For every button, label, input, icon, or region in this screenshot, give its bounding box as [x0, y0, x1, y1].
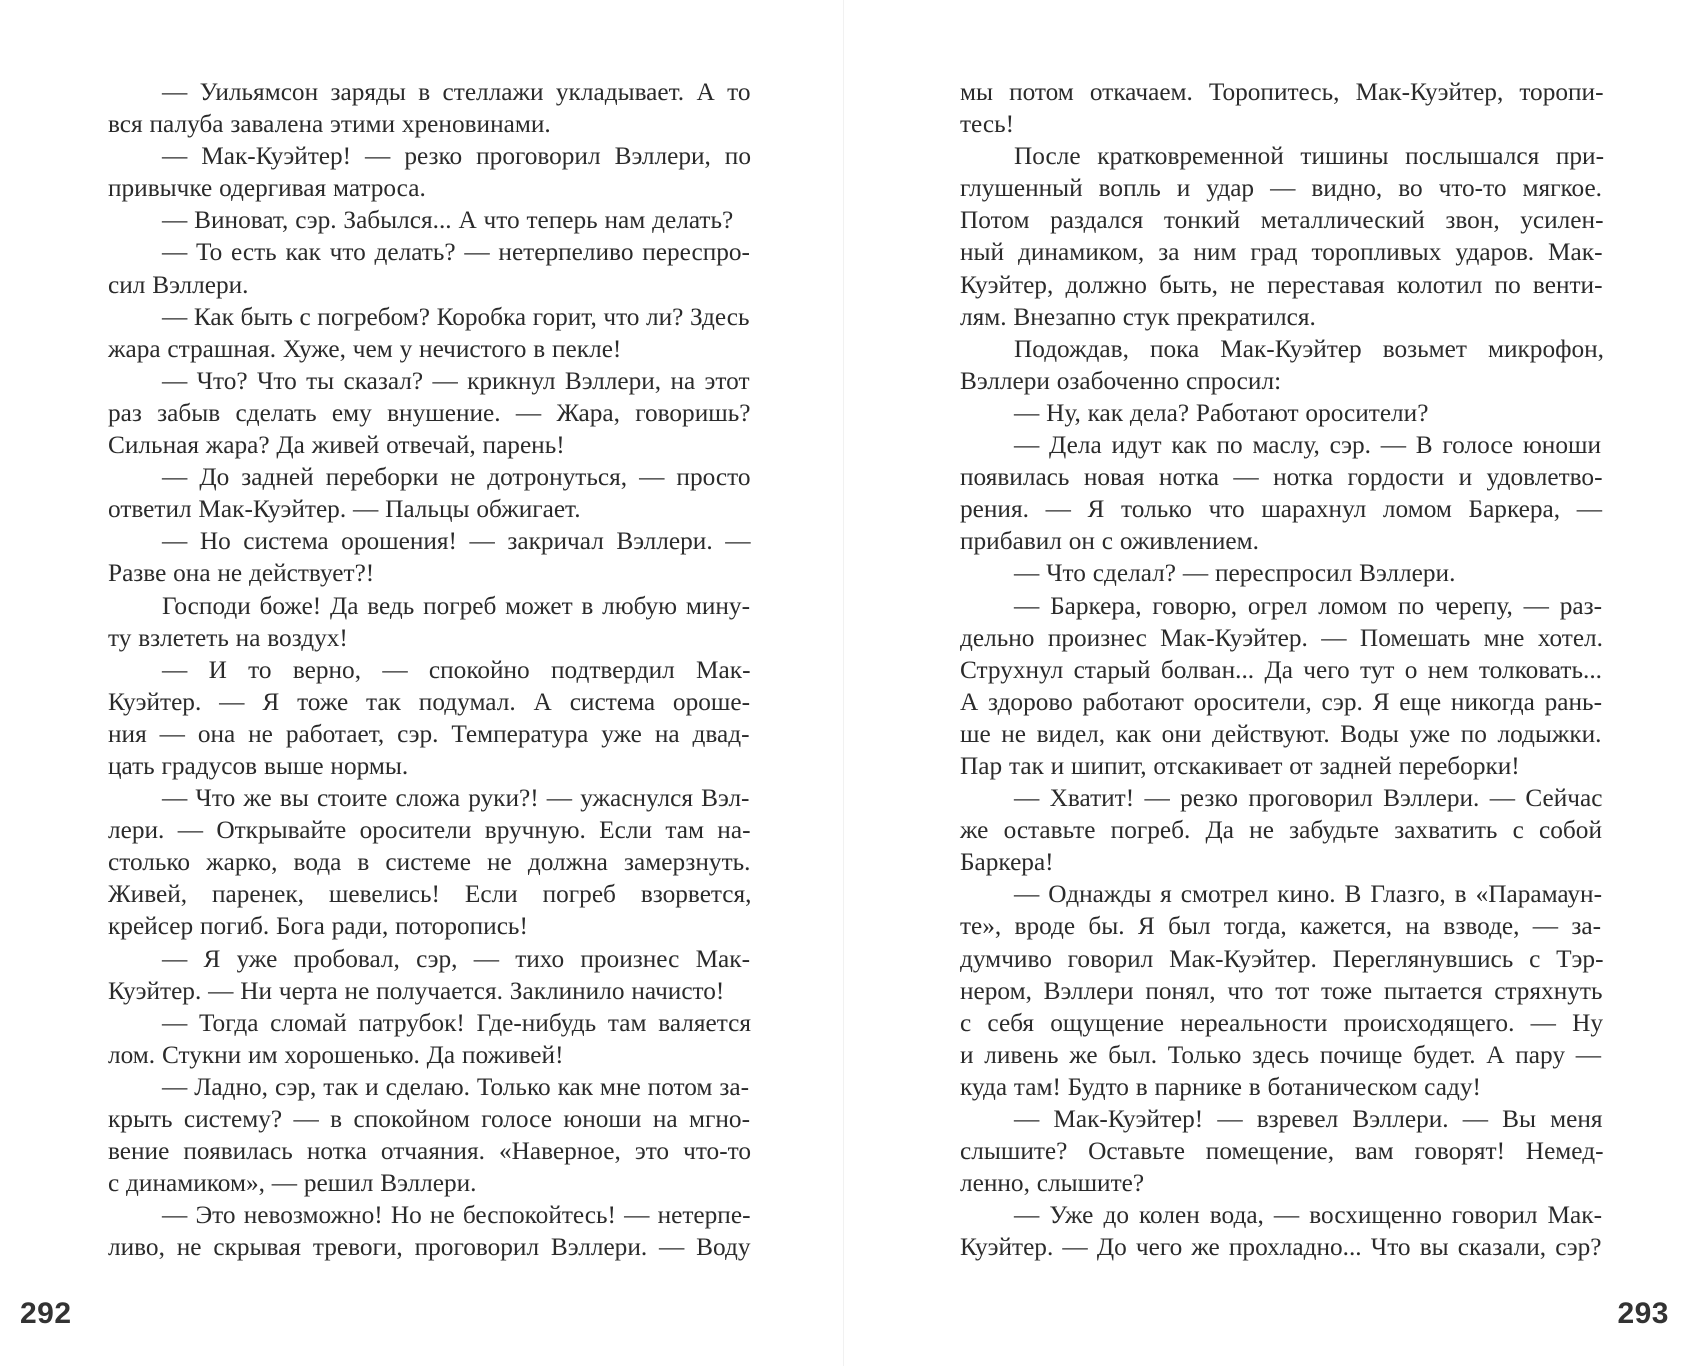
- text-line: крейсер погиб. Бога ради, поторопись!: [108, 912, 528, 941]
- text-line: же оставьте погреб. Да не забудьте захватить с собой: [960, 816, 1602, 845]
- text-line: думчиво говорил Мак-Куэйтер. Переглянувшись с Тэр-: [960, 944, 1604, 973]
- text-line: — И то верно, — спокойно подтвердил Мак-: [162, 655, 751, 684]
- text-line: с динамиком», — решил Вэллери.: [108, 1169, 477, 1198]
- text-line: — Тогда сломай патрубок! Где-нибудь там валяется: [162, 1008, 751, 1037]
- text-line: столько жарко, вода в системе не должна замерзнуть.: [108, 848, 751, 877]
- text-line: куда там! Будто в парнике в ботаническом саду!: [960, 1072, 1481, 1101]
- text-line: Пар так и шипит, отскакивает от задней переборки!: [960, 751, 1520, 780]
- text-line: ливо, не скрывая тревоги, проговорил Вэллери. — Воду: [108, 1233, 751, 1262]
- text-line: — Мак-Куэйтер! — взревел Вэллери. — Вы меня: [1014, 1105, 1603, 1133]
- left-page: [0, 0, 843, 1366]
- text-line: вся палуба завалена этими хреновинами.: [108, 110, 551, 139]
- text-line: мы потом откачаем. Торопитесь, Мак-Куэйтер, торопи-: [960, 78, 1604, 106]
- text-line: лом. Стукни им хорошенько. Да поживей!: [108, 1040, 564, 1069]
- text-line: и ливень же был. Только здесь почище будет. А пару —: [960, 1040, 1601, 1069]
- text-line: крыть систему? — в спокойном голосе юноши на мгно-: [108, 1105, 750, 1133]
- text-line: — Это невозможно! Но не беспокойтесь! — нетерпе-: [162, 1201, 751, 1230]
- text-line: ше не видел, как они действуют. Воды уже по лодыжки.: [960, 719, 1602, 748]
- text-line: Вэллери озабоченно спросил:: [960, 366, 1282, 395]
- text-line: привычке одергивая матроса.: [108, 174, 426, 203]
- text-line: Баркера!: [960, 848, 1054, 877]
- text-line: нером, Вэллери понял, что тот тоже пытается стряхнуть: [960, 976, 1603, 1005]
- text-line: цать градусов выше нормы.: [108, 751, 409, 780]
- text-line: дельно произнес Мак-Куэйтер. — Помешать мне хотел.: [960, 623, 1603, 652]
- text-line: ответил Мак-Куэйтер. — Пальцы обжигает.: [108, 495, 581, 524]
- text-line: ту взлететь на воздух!: [108, 623, 348, 652]
- text-line: — Что? Что ты сказал? — крикнул Вэллери, на этот: [162, 366, 750, 395]
- text-line: лям. Внезапно стук прекратился.: [960, 302, 1316, 331]
- text-line: — Что же вы стоите сложа руки?! — ужаснулся Вэл-: [162, 784, 750, 813]
- text-line: с себя ощущение нереальности происходящего. — Ну: [960, 1008, 1603, 1037]
- text-line: Подождав, пока Мак-Куэйтер возьмет микрофон,: [1014, 334, 1604, 363]
- text-line: — Дела идут как по маслу, сэр. — В голосе юноши: [1014, 431, 1601, 460]
- text-line: глушенный вопль и удар — видно, во что-то мягкое.: [960, 174, 1602, 203]
- text-line: — Виноват, сэр. Забылся... А что теперь нам делать?: [162, 206, 734, 235]
- text-line: — Ладно, сэр, так и сделаю. Только как мне потом за-: [162, 1072, 749, 1101]
- text-line: — Уильямсон заряды в стеллажи укладывает. А то: [162, 78, 751, 106]
- text-line: — Ну, как дела? Работают оросители?: [1014, 398, 1429, 427]
- text-line: лери. — Открывайте оросители вручную. Если там на-: [108, 816, 751, 845]
- text-line: А здорово работают оросители, сэр. Я еще никогда рань-: [960, 687, 1602, 716]
- text-line: Куэйтер. — Ни черта не получается. Заклинило начисто!: [108, 976, 725, 1005]
- text-line: — Но система орошения! — закричал Вэллери. —: [162, 527, 751, 556]
- text-line: те», вроде бы. Я был тогда, кажется, на взводе, — за-: [960, 912, 1601, 941]
- text-line: — Я уже пробовал, сэр, — тихо произнес Мак-: [162, 944, 750, 973]
- text-line: Куэйтер. — До чего же прохладно... Что вы сказали, сэр?: [960, 1233, 1602, 1262]
- text-line: Разве она не действует?!: [108, 559, 375, 588]
- right-page: [844, 0, 1687, 1366]
- text-line: — Хватит! — резко проговорил Вэллери. — Сейчас: [1014, 784, 1603, 813]
- text-line: рения. — Я только что шарахнул ломом Баркера, —: [960, 495, 1602, 524]
- text-line: Потом раздался тонкий металлический звон, усилен-: [960, 206, 1604, 235]
- text-line: Куэйтер. — Я тоже так подумал. А система ороше-: [108, 687, 750, 716]
- text-line: — То есть как что делать? — нетерпеливо переспро-: [162, 238, 750, 267]
- text-line: появилась новая нотка — нотка гордости и удовлетво-: [960, 463, 1603, 492]
- text-line: прибавил он с оживлением.: [960, 527, 1259, 556]
- text-line: — Как быть с погребом? Коробка горит, что ли? Здесь: [162, 302, 750, 331]
- text-line: Сильная жара? Да живей отвечай, парень!: [108, 431, 565, 460]
- text-line: — До задней переборки не дотронуться, — просто: [162, 463, 751, 492]
- text-line: Струхнул старый болван... Да чего тут о нем толковать...: [960, 655, 1602, 684]
- right-page-text: [960, 76, 1606, 1263]
- left-page-text: [108, 76, 754, 1263]
- text-line: — Уже до колен вода, — восхищенно говорил Мак-: [1014, 1201, 1602, 1230]
- text-line: — Однажды я смотрел кино. В Глазго, в «Парамаун-: [1014, 880, 1602, 909]
- left-page-number: 292: [20, 1297, 72, 1330]
- text-line: После кратковременной тишины послышался при-: [1014, 142, 1604, 171]
- text-line: ный динамиком, за ним град торопливых ударов. Мак-: [960, 238, 1603, 267]
- text-line: — Мак-Куэйтер! — резко проговорил Вэллери, по: [162, 142, 751, 171]
- text-line: вение появилась нотка отчаяния. «Наверное, это что-то: [108, 1137, 751, 1166]
- text-line: — Баркера, говорю, огрел ломом по черепу, — раз-: [1014, 591, 1602, 620]
- text-line: жара страшная. Хуже, чем у нечистого в пекле!: [108, 334, 622, 363]
- right-page-number: 293: [1617, 1297, 1669, 1330]
- text-line: Живей, паренек, шевелись! Если погреб взорвется,: [108, 880, 752, 909]
- text-line: Куэйтер, должно быть, не переставая колотил по венти-: [960, 270, 1603, 299]
- text-line: ленно, слышите?: [960, 1169, 1145, 1198]
- text-line: тесь!: [960, 110, 1015, 139]
- text-line: слышите? Оставьте помещение, вам говорят! Немед-: [960, 1137, 1604, 1166]
- text-line: — Что сделал? — переспросил Вэллери.: [1014, 559, 1456, 588]
- text-line: Господи боже! Да ведь погреб может в любую мину-: [162, 591, 750, 620]
- text-line: ния — она не работает, сэр. Температура уже на двад-: [108, 719, 750, 748]
- text-line: раз забыв сделать ему внушение. — Жара, говоришь?: [108, 398, 751, 427]
- text-line: сил Вэллери.: [108, 270, 249, 299]
